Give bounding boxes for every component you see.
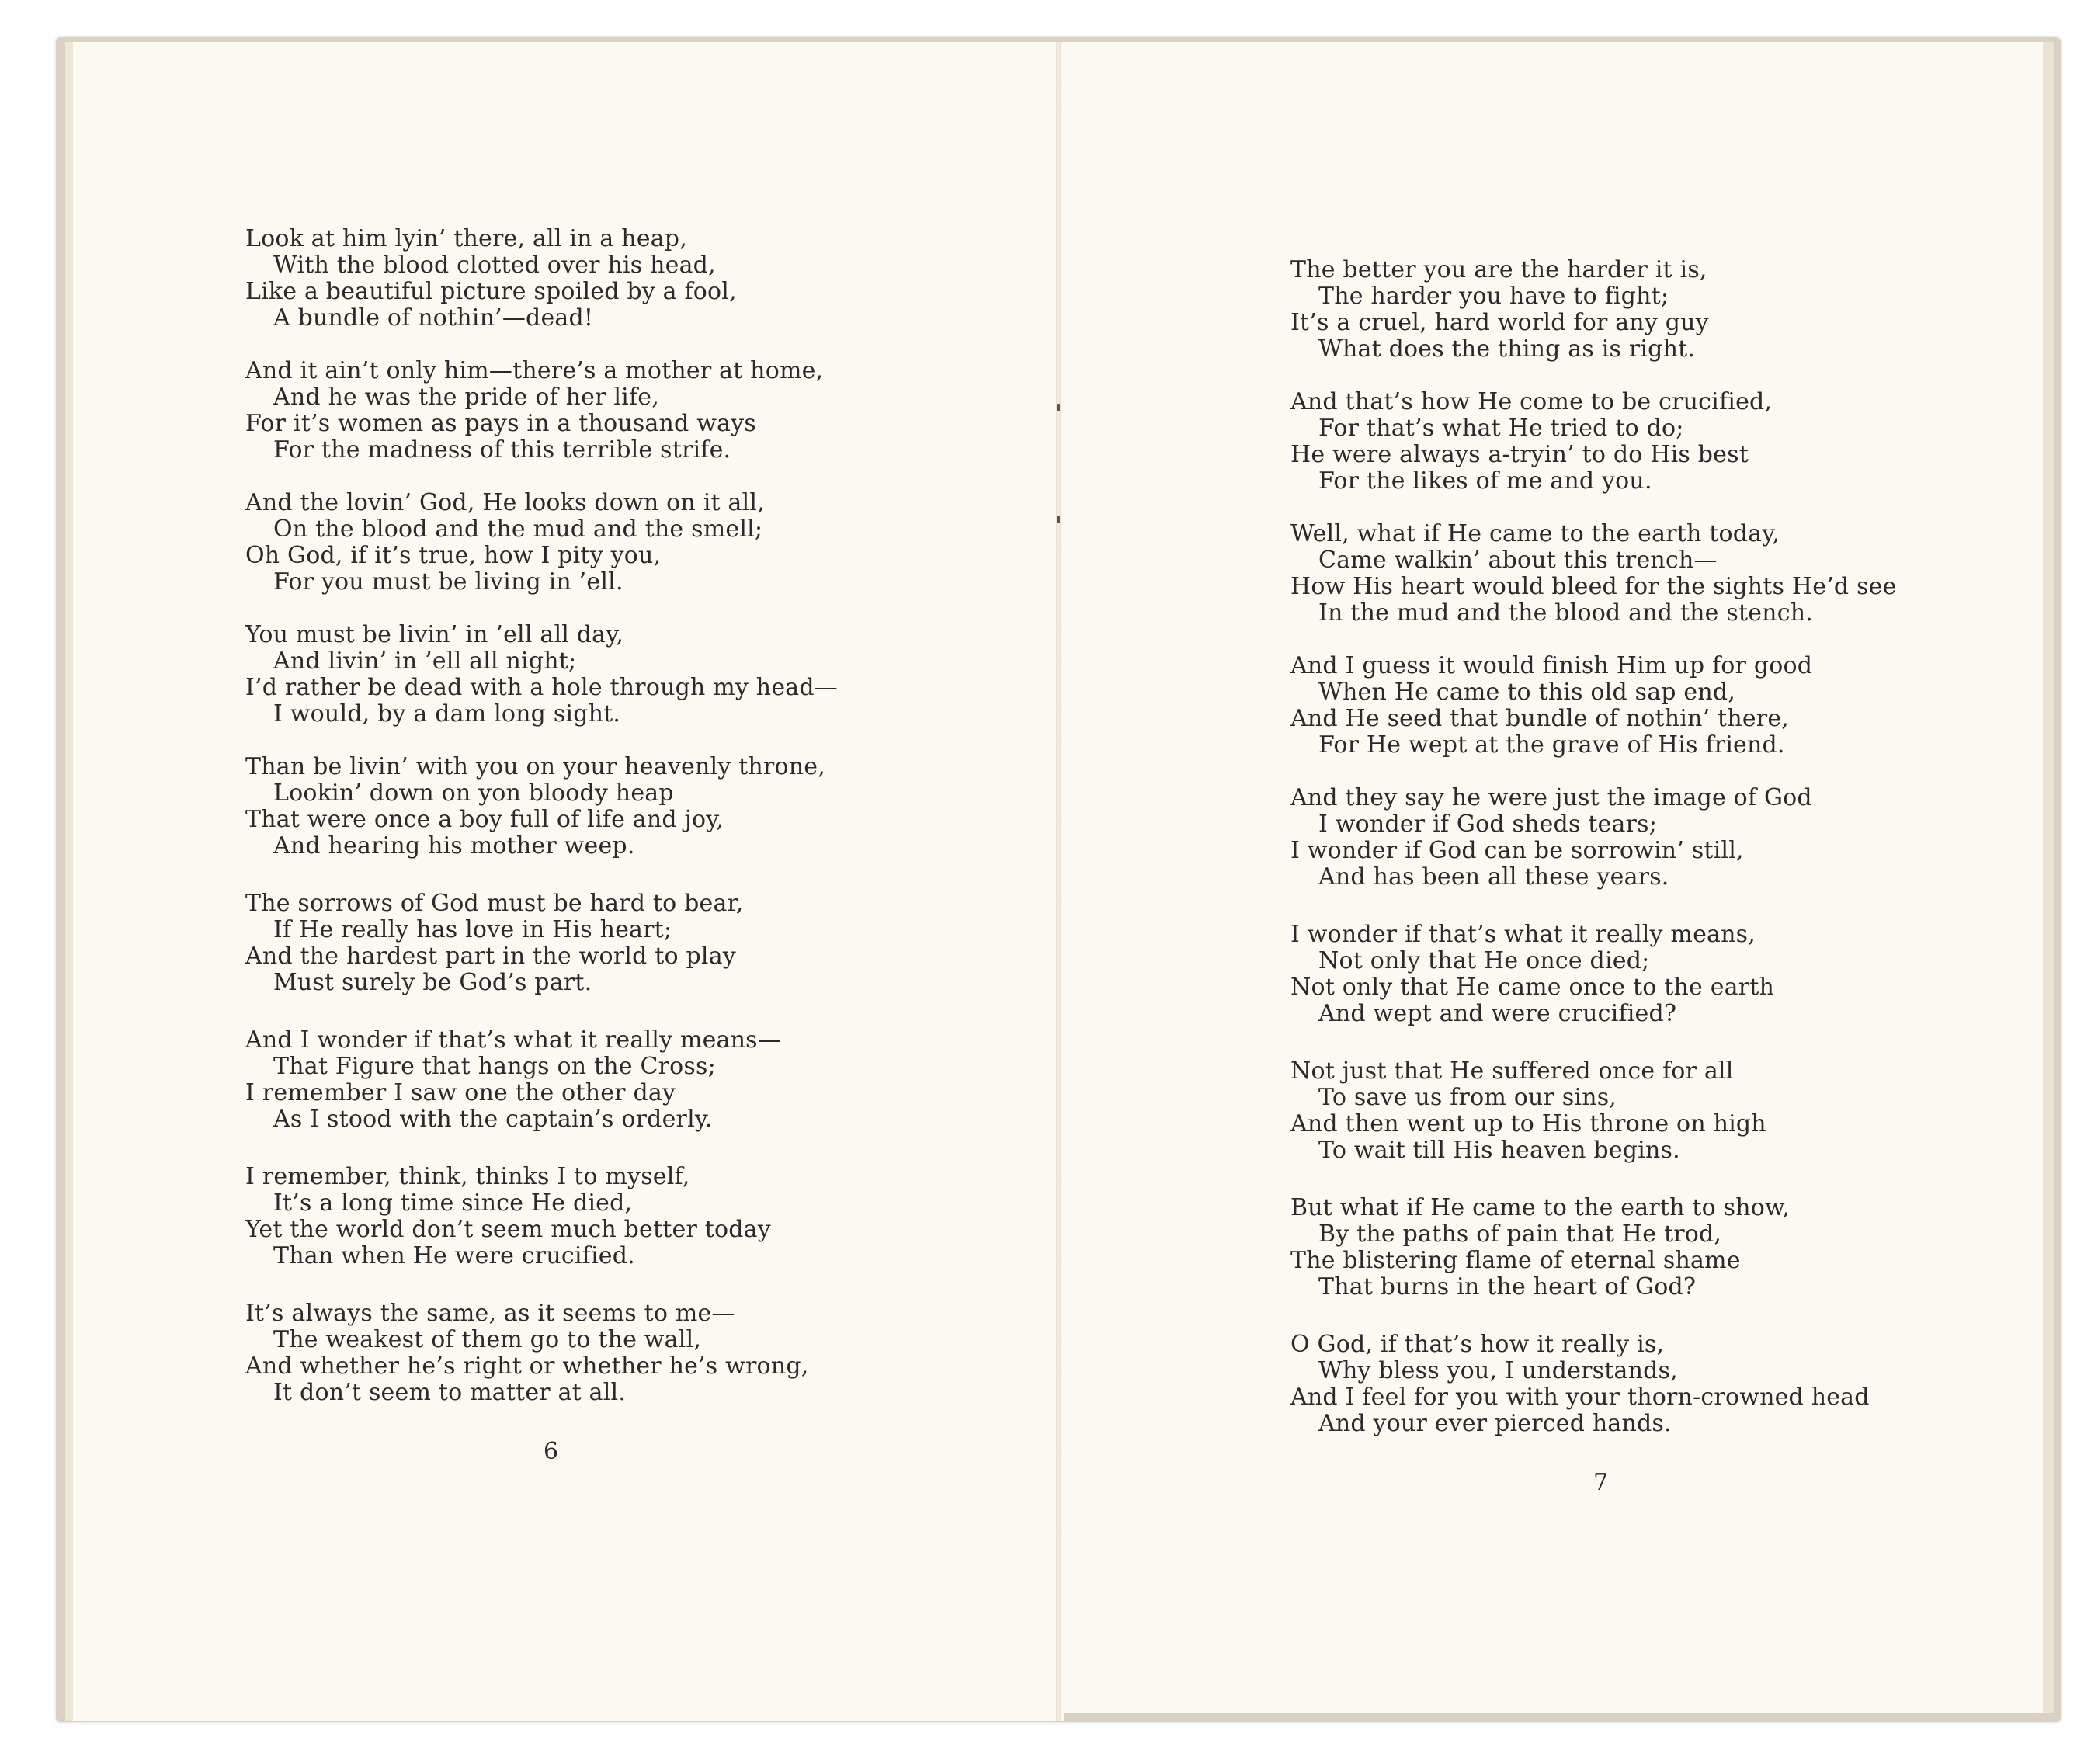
poem-line: It’s a cruel, hard world for any guy <box>1290 309 1709 336</box>
stanza <box>245 490 838 596</box>
poem-line: It don’t seem to matter at all. <box>273 1379 627 1406</box>
poem-line: And He seed that bundle of nothin’ there, <box>1290 705 1790 732</box>
poem-line: It’s a long time since He died, <box>273 1189 633 1217</box>
poem-line: Than when He were crucified. <box>273 1242 635 1269</box>
poem-line: A bundle of nothin’—dead! <box>273 304 594 332</box>
stanza <box>245 1027 838 1133</box>
poem-line: And he was the pride of her life, <box>273 384 659 411</box>
poem-line: For that’s what He tried to do; <box>1318 415 1684 442</box>
poem-line: And I wonder if that’s what it really means— <box>245 1026 781 1054</box>
poem-line: Must surely be God’s part. <box>273 969 592 996</box>
poem-line: I remember, think, thinks I to myself, <box>245 1163 690 1190</box>
poem-line: By the paths of pain that He trod, <box>1318 1221 1722 1248</box>
right-poem-text <box>1290 257 1897 1464</box>
stanza <box>1290 521 1897 627</box>
poem-line: Oh God, if it’s true, how I pity you, <box>245 542 662 569</box>
poem-line: And has been all these years. <box>1318 863 1669 891</box>
poem-line: I would, by a dam long sight. <box>273 700 621 727</box>
poem-line: I remember I saw one the other day <box>245 1079 676 1106</box>
poem-line: And then went up to His throne on high <box>1290 1110 1766 1137</box>
poem-line: How His heart would bleed for the sights He’d see <box>1290 573 1897 600</box>
poem-line: The better you are the harder it is, <box>1290 256 1707 283</box>
poem-line: It’s always the same, as it seems to me— <box>245 1300 735 1327</box>
stanza <box>1290 1195 1897 1300</box>
poem-line: For the madness of this terrible strife. <box>273 436 731 464</box>
staple-mark <box>1057 404 1060 411</box>
poem-line: And livin’ in ’ell all night; <box>273 648 577 675</box>
stanza <box>1290 922 1897 1027</box>
poem-line: That were once a boy full of life and joy, <box>245 806 724 833</box>
poem-line: Not just that He suffered once for all <box>1290 1057 1734 1085</box>
poem-line: And whether he’s right or whether he’s wrong, <box>245 1353 809 1380</box>
poem-line: When He came to this old sap end, <box>1318 679 1736 706</box>
poem-line: You must be livin’ in ’ell all day, <box>245 621 624 648</box>
poem-line: As I stood with the captain’s orderly. <box>273 1106 713 1133</box>
poem-line: And I guess it would finish Him up for good <box>1290 652 1813 679</box>
stanza <box>1290 1332 1897 1437</box>
poem-line: That burns in the heart of God? <box>1318 1273 1697 1300</box>
poem-line: With the blood clotted over his head, <box>273 252 716 279</box>
stanza <box>1290 1058 1897 1164</box>
poem-line: I wonder if God can be sorrowin’ still, <box>1290 837 1744 864</box>
poem-line: But what if He came to the earth to show, <box>1290 1194 1791 1221</box>
poem-line: And hearing his mother weep. <box>273 832 635 859</box>
left-poem-text <box>245 226 838 1432</box>
poem-line: The weakest of them go to the wall, <box>273 1326 702 1353</box>
poem-line: For He wept at the grave of His friend. <box>1318 731 1785 759</box>
poem-line: Came walkin’ about this trench— <box>1318 547 1718 574</box>
poem-line: Than be livin’ with you on your heavenly throne, <box>245 753 825 780</box>
poem-line: To wait till His heaven begins. <box>1318 1137 1680 1164</box>
stanza <box>1290 389 1897 495</box>
poem-line: And the lovin’ God, He looks down on it all, <box>245 489 765 516</box>
spine-gutter <box>1056 42 1061 1721</box>
stanza <box>1290 785 1897 891</box>
poem-line: O God, if that’s how it really is, <box>1290 1331 1665 1358</box>
poem-line: Like a beautiful picture spoiled by a fool, <box>245 278 737 305</box>
poem-line: To save us from our sins, <box>1318 1084 1617 1111</box>
poem-line: And that’s how He come to be crucified, <box>1290 388 1773 415</box>
staple-mark <box>1057 516 1060 523</box>
poem-line: And I feel for you with your thorn-crowned head <box>1290 1384 1870 1411</box>
poem-line: And they say he were just the image of God <box>1290 784 1812 811</box>
poem-line: On the blood and the mud and the smell; <box>273 516 763 543</box>
stanza <box>245 622 838 727</box>
poem-line: And your ever pierced hands. <box>1318 1410 1672 1437</box>
poem-line: Lookin’ down on yon bloody heap <box>273 780 674 807</box>
poem-line: The blistering flame of eternal shame <box>1290 1247 1741 1274</box>
poem-line: He were always a-tryin’ to do His best <box>1290 441 1749 468</box>
stanza <box>245 226 838 332</box>
poem-line: Well, what if He came to the earth today, <box>1290 520 1780 547</box>
stanza <box>245 1300 838 1406</box>
poem-line: For it’s women as pays in a thousand ways <box>245 410 756 437</box>
poem-line: And it ain’t only him—there’s a mother at home, <box>245 357 824 384</box>
poem-line: I wonder if God sheds tears; <box>1318 811 1658 838</box>
page-number-left: 6 <box>544 1438 559 1465</box>
stanza <box>1290 257 1897 363</box>
stanza <box>1290 653 1897 759</box>
poem-line: The sorrows of God must be hard to bear, <box>245 890 744 917</box>
stanza <box>245 358 838 464</box>
poem-line: And the hardest part in the world to play <box>245 943 736 970</box>
page-number-right: 7 <box>1593 1469 1609 1496</box>
stanza <box>245 1164 838 1269</box>
poem-line: Not only that He once died; <box>1318 947 1650 974</box>
poem-line: And wept and were crucified? <box>1318 1000 1677 1027</box>
poem-line: Not only that He came once to the earth <box>1290 974 1775 1001</box>
poem-line: If He really has love in His heart; <box>273 916 672 943</box>
poem-line: Why bless you, I understands, <box>1318 1357 1678 1384</box>
poem-line: In the mud and the blood and the stench. <box>1318 599 1813 627</box>
poem-line: That Figure that hangs on the Cross; <box>273 1053 716 1080</box>
poem-line: For the likes of me and you. <box>1318 467 1652 495</box>
poem-line: What does the thing as is right. <box>1318 335 1696 363</box>
poem-line: Yet the world don’t seem much better today <box>245 1216 771 1243</box>
poem-line: The harder you have to fight; <box>1318 283 1669 310</box>
poem-line: I wonder if that’s what it really means, <box>1290 921 1756 948</box>
stanza <box>245 754 838 859</box>
stanza <box>245 891 838 996</box>
poem-line: Look at him lyin’ there, all in a heap, <box>245 225 687 252</box>
poem-line: I’d rather be dead with a hole through my head— <box>245 674 838 701</box>
poem-line: For you must be living in ’ell. <box>273 568 623 596</box>
